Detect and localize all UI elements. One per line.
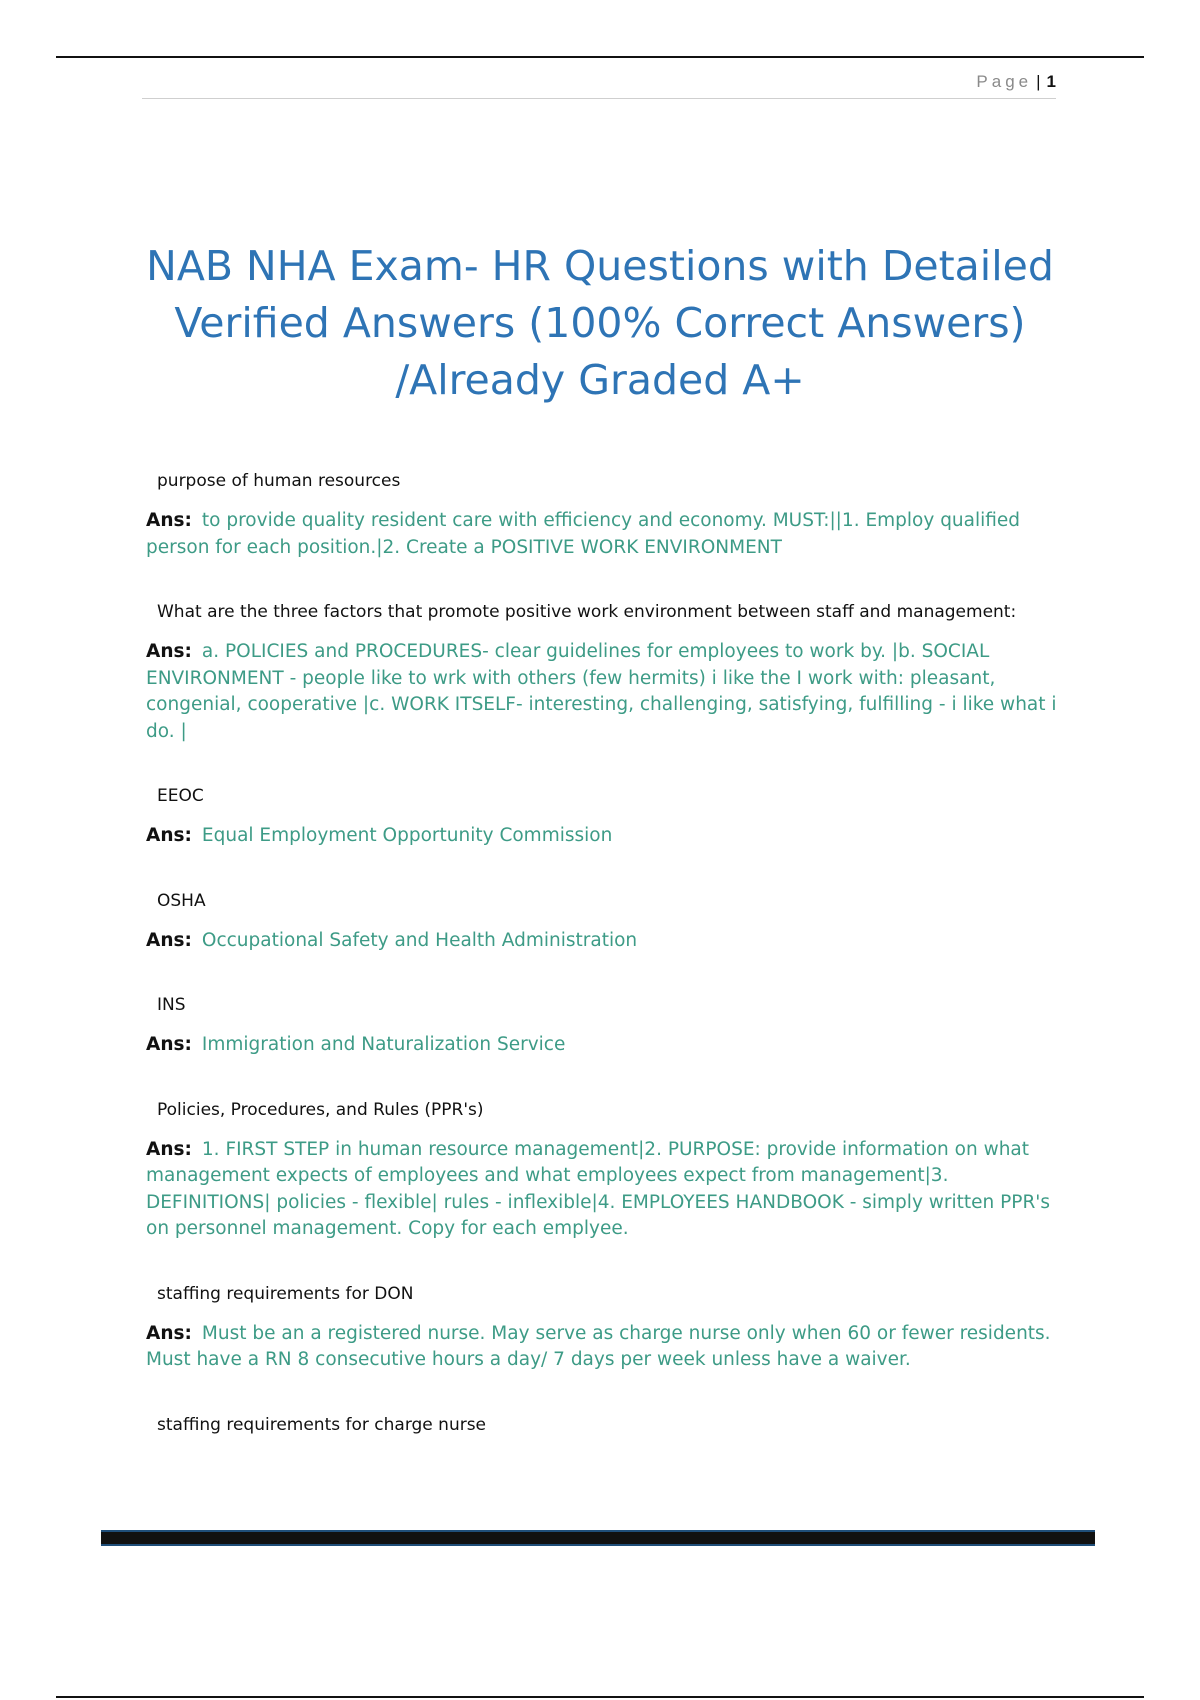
answer-paragraph [146, 928, 1058, 955]
answer-text: to provide quality resident care with efficiency and economy. MUST:||1. Employ qualified person for each position.|2. Create a POSITIVE WORK ENVIRONMENT [146, 510, 1021, 558]
answer-text: a. POLICIES and PROCEDURES- clear guidelines for employees to work by. |b. SOCIAL ENVIRONMENT - people like to wrk with others (few hermits) i like the I work with: pleasant, congenial, cooperative |c. WORK ITSELF- interesting, challenging, satisfying, fulfilling - i like what i do. | [146, 641, 1057, 742]
page-label: Page [976, 72, 1033, 91]
answer-paragraph [146, 823, 1058, 850]
answer-paragraph [146, 1137, 1058, 1243]
answer-text: Occupational Safety and Health Administration [201, 929, 638, 951]
page-separator: | [1036, 72, 1041, 91]
qa-item [146, 1412, 1058, 1438]
question-text: INS [157, 995, 186, 1015]
question-text: What are the three factors that promote positive work environment between staff and management: [157, 602, 1017, 622]
question-text: Policies, Procedures, and Rules (PPR's) [157, 1099, 484, 1120]
answer-paragraph [146, 508, 1058, 561]
answer-label: Ans: [146, 825, 192, 846]
qa-item [146, 783, 1058, 850]
answer-text: 1. FIRST STEP in human resource management|2. PURPOSE: provide information on what management expects of employees and what employees expect from management|3. DEFINITIONS| policies - flexible| rules - inflexible|4. EMPLOYEES HANDBOOK - simply written PPR's on personnel management. Copy for each emplyee. [146, 1138, 1051, 1239]
question-text: EEOC [157, 786, 204, 806]
bottom-rule [56, 1696, 1144, 1698]
qa-item [146, 888, 1058, 955]
answer-text: Equal Employment Opportunity Commission [201, 825, 613, 846]
page-number: 1 [1046, 72, 1056, 91]
qa-item [146, 468, 1058, 561]
document-title: NAB NHA Exam- HR Questions with Detailed Verified Answers (100% Correct Answers) /Already Graded A+ [146, 242, 1054, 404]
question-text: staffing requirements for charge nurse [157, 1414, 487, 1435]
answer-label: Ans: [146, 1034, 192, 1055]
qa-list [146, 468, 1058, 1452]
answer-text: Must be an a registered nurse. May serve as charge nurse only when 60 or fewer residents. Must have a RN 8 consecutive hours a day/ 7 days per week unless have a waiver. [146, 1322, 1051, 1370]
page-header [142, 68, 1056, 99]
answer-label: Ans: [146, 510, 192, 531]
question-text: purpose of human resources [157, 471, 401, 491]
qa-item [146, 992, 1058, 1059]
answer-paragraph [146, 1032, 1058, 1059]
qa-item [146, 1097, 1058, 1243]
answer-label: Ans: [146, 1138, 192, 1160]
top-rule [56, 56, 1144, 58]
answer-paragraph [146, 639, 1058, 745]
answer-label: Ans: [146, 641, 192, 662]
question-text: OSHA [157, 890, 206, 911]
answer-label: Ans: [146, 929, 192, 951]
footer-bar [101, 1530, 1095, 1546]
question-text: staffing requirements for DON [157, 1283, 414, 1304]
answer-text: Immigration and Naturalization Service [201, 1034, 566, 1055]
answer-paragraph [146, 1321, 1058, 1374]
qa-item [146, 1281, 1058, 1374]
qa-item [146, 599, 1058, 745]
answer-label: Ans: [146, 1322, 192, 1344]
